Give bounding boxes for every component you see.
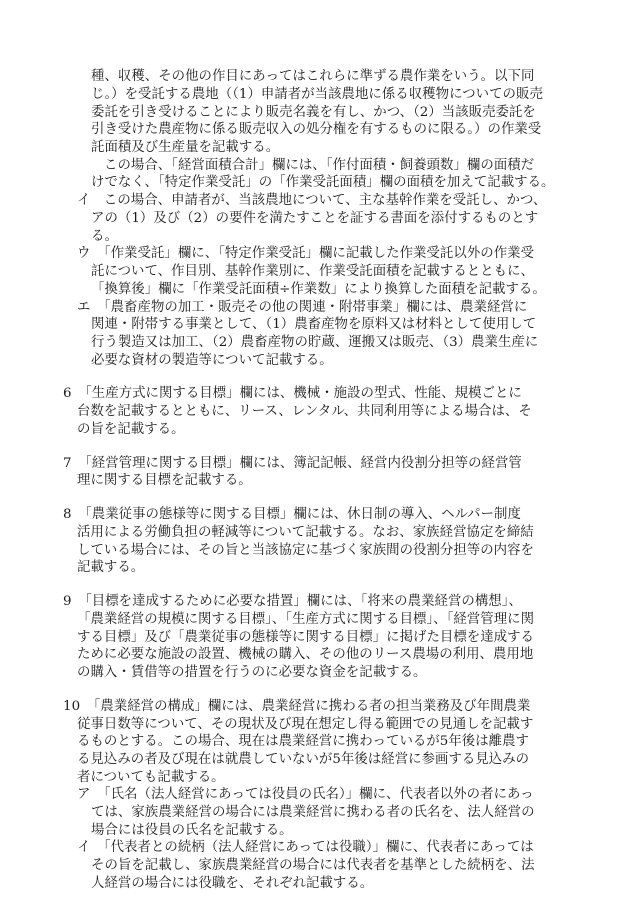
text-line: 託について、作目別、基幹作業別に、作業受託面積を記載するとともに、 <box>91 264 535 279</box>
text-line: 9 「目標を達成するために必要な措置」欄には、「将来の農業経営の構想」、 <box>63 594 522 609</box>
text-line: 理に関する目標を記載する。 <box>77 473 252 488</box>
text-line: 者についても記載する。 <box>77 770 225 785</box>
text-line: 8 「農業従事の態様等に関する目標」欄には、休日制の導入、ヘルパー制度 <box>63 507 521 522</box>
text-line: ウ 「作業受託」欄に、「特定作業受託」欄に記載した作業受託以外の作業受 <box>77 246 535 261</box>
text-line: 行う製造又は加工、（2）農畜産物の貯蔵、運搬又は販売、（3）農業生産に <box>91 335 539 350</box>
text-line: の購入・賃借等の措置を行うのに必要な資金を記載する。 <box>77 665 427 680</box>
text-line: る。 <box>91 229 118 244</box>
text-line: 人経営の場合には役職を、それぞれ記載する。 <box>91 876 374 891</box>
text-line: 託面積及び生産量を記載する。 <box>91 140 280 155</box>
text-line: 6 「生産方式に関する目標」欄には、機械・施設の型式、性能、規模ごとに <box>63 386 522 401</box>
text-line: 委託を引き受けることにより販売名義を有し、かつ、（2）当該販売委託を <box>91 105 536 120</box>
text-line: けでなく、「特定作業受託」の「作業受託面積」欄の面積を加えて記載する。 <box>91 175 555 190</box>
text-line: 種、収穫、その他の作目にあってはこれらに準ずる農作業をいう。以下同 <box>91 69 535 84</box>
text-line: この場合、「経営面積合計」欄には、「作付面積・飼養頭数」欄の面積だ <box>104 158 535 173</box>
text-line: イ この場合、申請者が、当該農地について、主な基幹作業を受託し、かつ、 <box>77 193 547 208</box>
text-line: している場合には、その旨と当該協定に基づく家族間の役割分担等の内容を <box>77 543 534 558</box>
text-line: エ 「農畜産物の加工・販売その他の関連・附帯事業」欄には、農業経営に <box>77 300 528 315</box>
text-line: 台数を記載するとともに、リース、レンタル、共同利用等による場合は、そ <box>77 404 532 419</box>
text-line: 関連・附帯する事業として、（1）農畜産物を原料又は材料として使用して <box>91 317 537 332</box>
text-line: 場合には役員の氏名を記載する。 <box>91 823 293 838</box>
text-line: 7 「経営管理に関する目標」欄には、簿記記帳、経営内役割分担等の経営管 <box>63 456 522 471</box>
text-line: 「換算後」欄に「作業受託面積÷作業数」により換算した面積を記載する。 <box>91 282 546 297</box>
text-line: する目標」及び「農業従事の態様等に関する目標」に掲げた目標を達成する <box>77 630 534 645</box>
text-line: る見込みの者及び現在は就農していないが5年後は経営に参画する見込みの <box>77 752 530 767</box>
text-line: 記載する。 <box>77 560 145 575</box>
text-line: の旨を記載する。 <box>77 422 185 437</box>
text-line: 引き受けた農産物に係る販売収入の処分権を有するものに限る。）の作業受 <box>91 122 542 137</box>
text-line: ア 「氏名（法人経営にあっては役員の氏名）」欄に、代表者以外の者にあっ <box>77 787 534 802</box>
text-line: 10 「農業経営の構成」欄には、農業経営に携わる者の担当業務及び年間農業 <box>63 699 531 714</box>
text-line: 活用による労働負担の軽減等について記載する。なお、家族経営協定を締結 <box>77 525 534 540</box>
text-line: ては、家族農業経営の場合には農業経営に携わる者の氏名を、法人経営の <box>91 805 535 820</box>
text-line: 「農業経営の規模に関する目標」、「生産方式に関する目標」、「経営管理に関 <box>77 612 535 627</box>
text-line: アの（1）及び（2）の要件を満たすことを証する書面を添付するものとす <box>91 211 539 226</box>
text-line: イ 「代表者との続柄（法人経営にあっては役職）」欄に、代表者にあっては <box>77 840 534 855</box>
text-line: ために必要な施設の設置、機械の購入、その他のリース農場の利用、農用地 <box>77 647 534 662</box>
text-line: その旨を記載し、家族農業経営の場合には代表者を基準とした続柄を、法 <box>91 858 535 873</box>
text-line: るものとする。この場合、現在は農業経営に携わっているが5年後は離農す <box>77 734 529 749</box>
text-line: 必要な資材の製造等について記載する。 <box>91 353 333 368</box>
text-line: じ。）を受託する農地（（1）申請者が当該農地に係る収穫物についての販売 <box>91 87 543 102</box>
text-line: 従事日数等について、その現状及び現在想定し得る範囲での見通しを記載す <box>77 717 534 732</box>
